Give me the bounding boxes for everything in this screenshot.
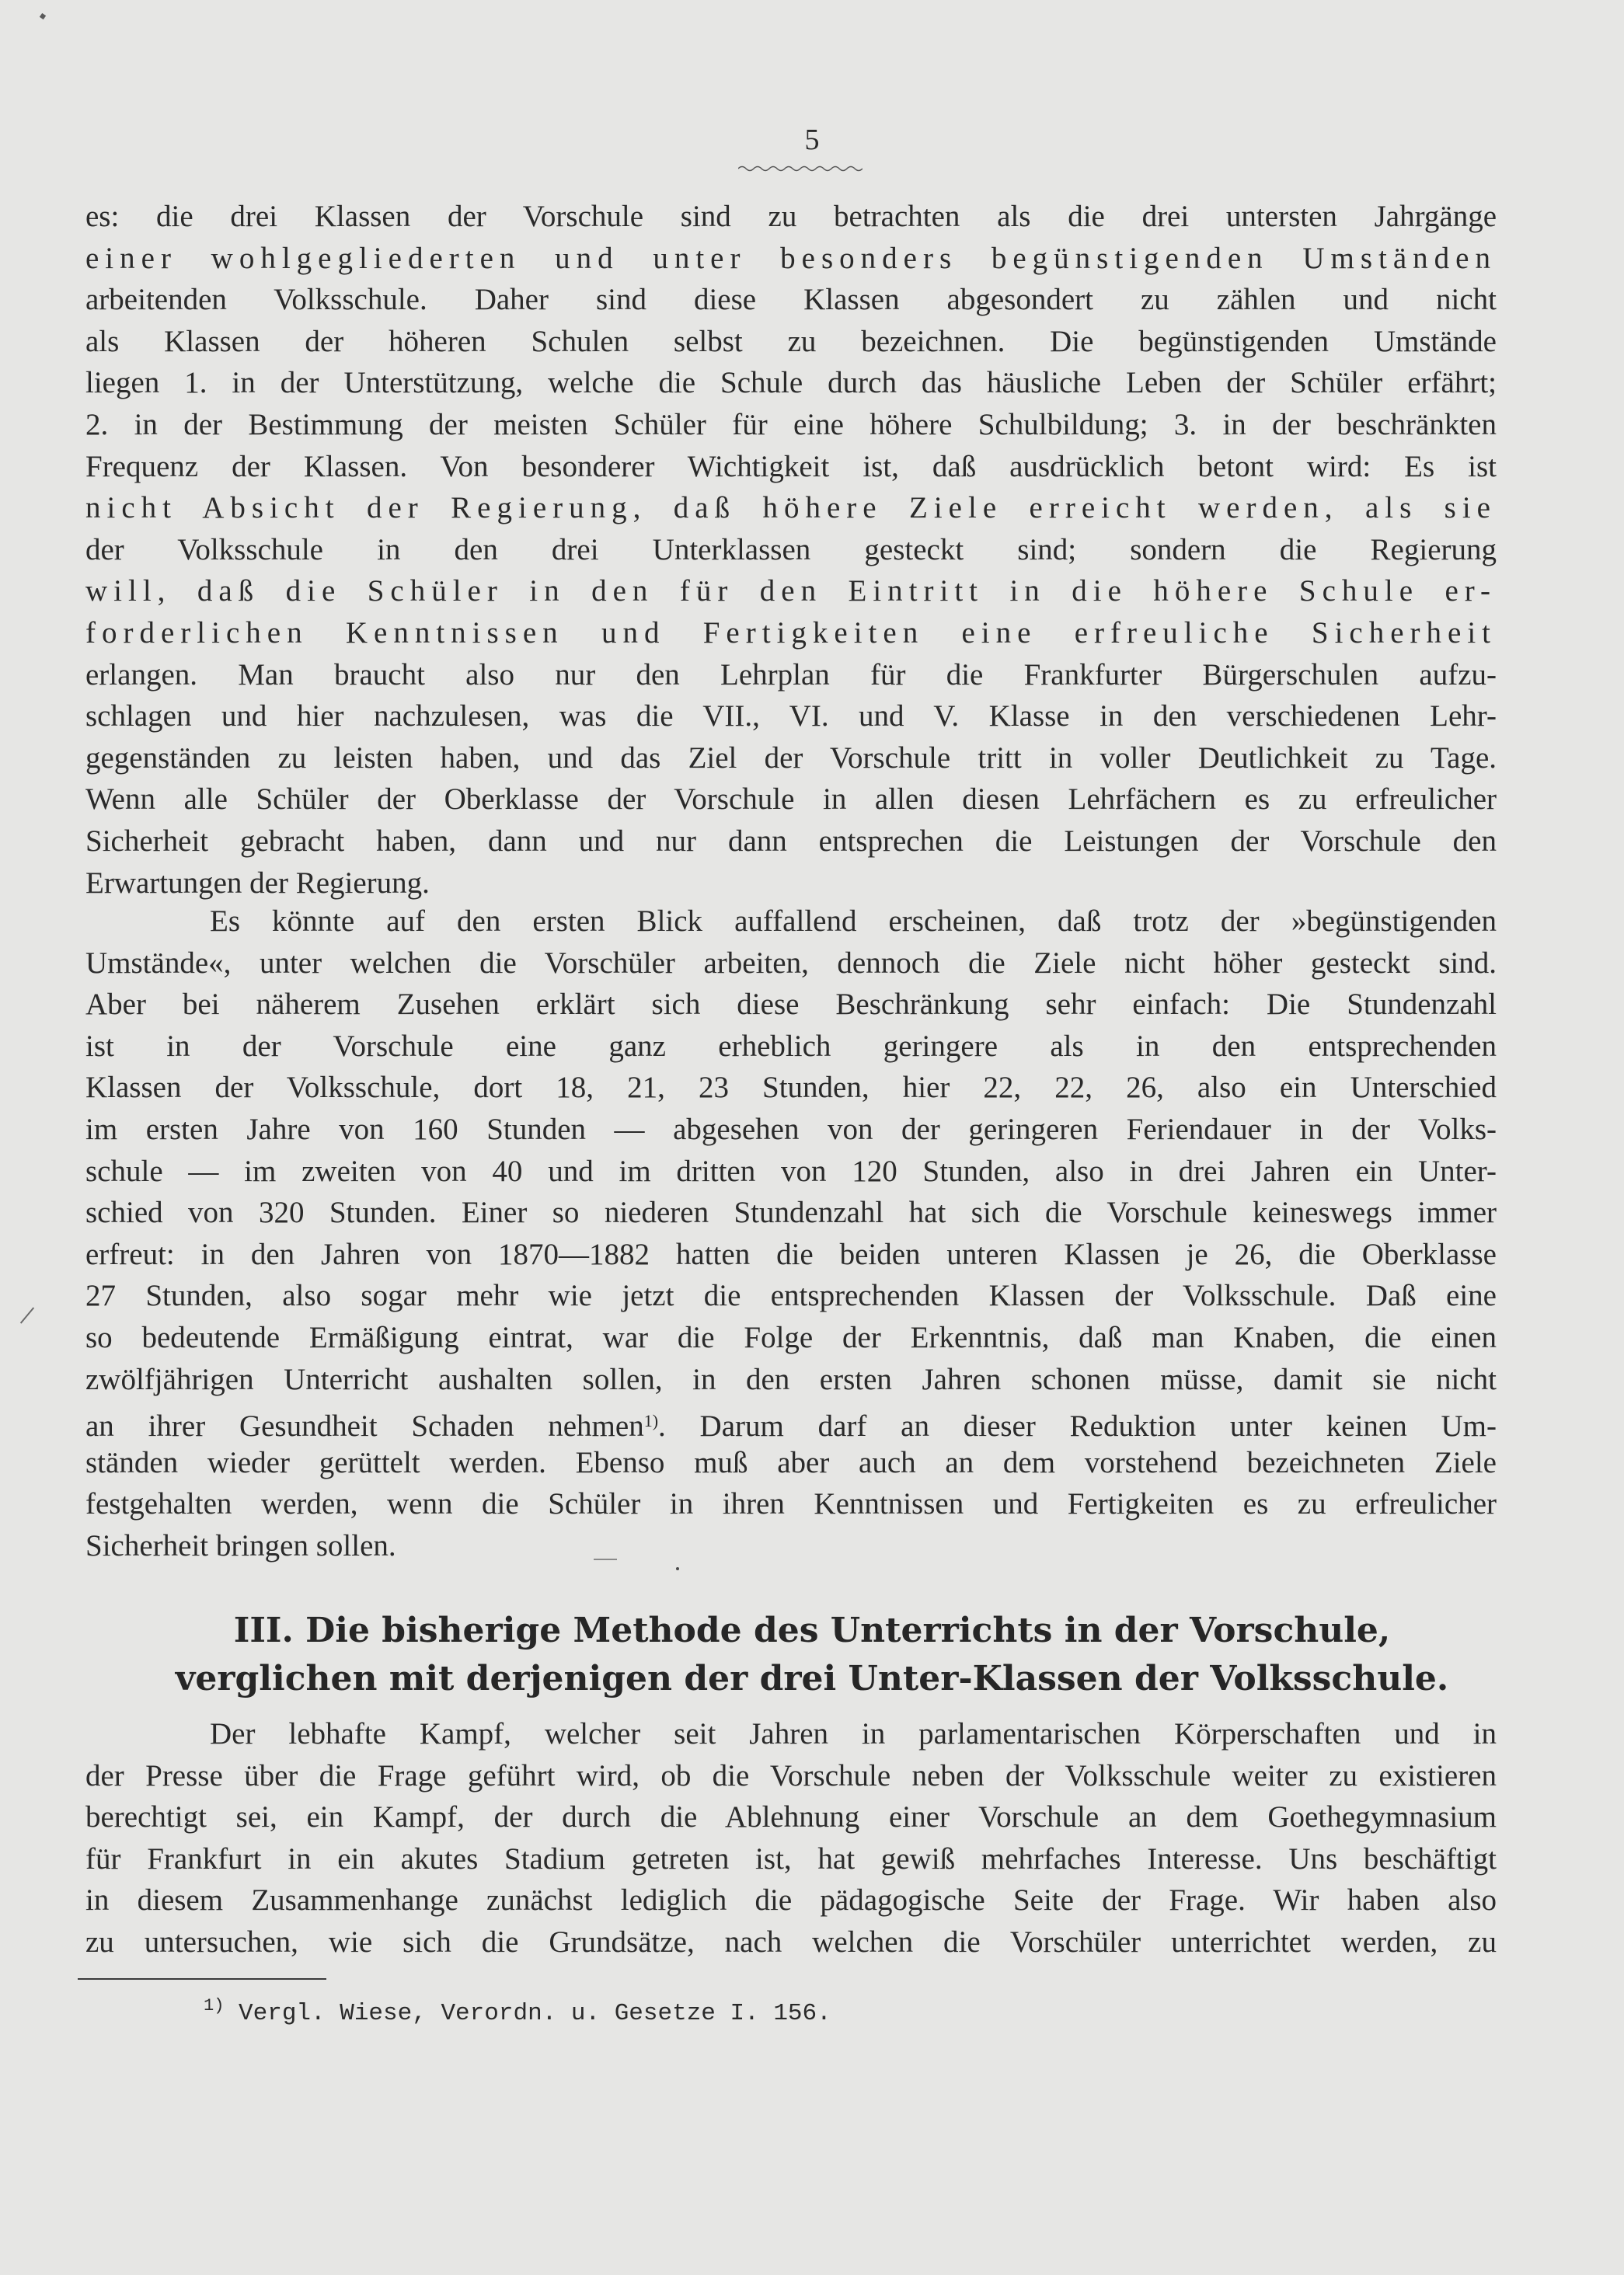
- footnote-text: Vergl. Wiese, Verordn. u. Gesetze I. 156.: [224, 2000, 831, 2027]
- text-line: schule — im zweiten von 40 und im dritten von 120 Stunden, also in drei Jahren ein Unter-: [85, 1154, 1497, 1188]
- text-line: zu untersuchen, wie sich die Grundsätze, nach welchen die Vorschüler unterrichtet werden, zu: [85, 1925, 1497, 1959]
- scan-speck: [40, 13, 46, 19]
- text-line: 2. in der Bestimmung der meisten Schüler für eine höhere Schulbildung; 3. in der beschränkten: [85, 407, 1497, 441]
- text-segment: . Darum darf an dieser Reduktion unter keinen Um-: [658, 1409, 1497, 1442]
- text-line: schlagen und hier nachzulesen, was die VII., VI. und V. Klasse in den verschiedenen Lehr-: [85, 699, 1497, 733]
- text-line: als Klassen der höheren Schulen selbst zu bezeichnen. Die begünstigenden Umstände: [85, 324, 1497, 358]
- text-line: Umstände«, unter welchen die Vorschüler arbeiten, dennoch die Ziele nicht höher gesteckt sind.: [85, 946, 1497, 980]
- text-segment: an ihrer Gesundheit Schaden nehmen: [85, 1409, 644, 1442]
- text-line: 27 Stunden, also sogar mehr wie jetzt die entsprechenden Klassen der Volksschule. Daß eine: [85, 1279, 1497, 1313]
- page-number: 5: [804, 124, 820, 156]
- paragraph-1: [85, 196, 1497, 904]
- text-line: arbeitenden Volksschule. Daher sind diese Klassen abgesondert zu zählen und nicht: [85, 283, 1497, 317]
- page-number-flourish: [738, 165, 863, 172]
- text-line-last: Sicherheit bringen sollen.: [85, 1528, 396, 1563]
- section-heading-line-1: III. Die bisherige Methode des Unterrichts in der Vorschule,: [233, 1611, 1391, 1650]
- text-line: gegenständen zu leisten haben, und das Ziel der Vorschule tritt in voller Deutlichkeit zu Tage.: [85, 740, 1497, 775]
- print-mark-dot: [676, 1567, 679, 1570]
- footnote-divider: [78, 1978, 326, 1980]
- text-line-spaced: einer wohlgegliederten und unter besonders begünstigenden Umständen: [85, 241, 1497, 275]
- text-line: im ersten Jahre von 160 Stunden — abgesehen von der geringeren Feriendauer in der Volks-: [85, 1112, 1497, 1146]
- text-line-last: Erwartungen der Regierung.: [85, 866, 430, 900]
- paragraph-2: [85, 901, 1497, 1567]
- text-line: der Presse über die Frage geführt wird, ob die Vorschule neben der Volksschule weiter zu existieren: [85, 1758, 1497, 1792]
- text-line: Frequenz der Klassen. Von besonderer Wichtigkeit ist, daß ausdrücklich betont wird: Es ist: [85, 449, 1497, 483]
- footnote: [204, 1989, 831, 2031]
- text-line: der Volksschule in den drei Unterklassen gesteckt sind; sondern die Regierung: [85, 532, 1497, 566]
- footnote-marker: 1): [204, 1996, 225, 2015]
- text-line-spaced: nicht Absicht der Regierung, daß höhere Ziele erreicht werden, als sie: [85, 491, 1497, 525]
- print-mark-dash: [594, 1559, 617, 1560]
- text-line: zwölfjährigen Unterricht aushalten sollen, in den ersten Jahren schonen müsse, damit sie nicht: [85, 1362, 1497, 1396]
- text-line: in diesem Zusammenhange zunächst lediglich die pädagogische Seite der Frage. Wir haben also: [85, 1883, 1497, 1918]
- text-line: Wenn alle Schüler der Oberklasse der Vorschule in allen diesen Lehrfächern es zu erfreulicher: [85, 782, 1497, 817]
- text-line: berechtigt sei, ein Kampf, der durch die Ablehnung einer Vorschule an dem Goethegymnasium: [85, 1800, 1497, 1834]
- text-line-spaced: forderlichen Kenntnissen und Fertigkeiten eine erfreuliche Sicherheit: [85, 615, 1497, 650]
- text-line: schied von 320 Stunden. Einer so niederen Stundenzahl hat sich die Vorschule keineswegs immer: [85, 1196, 1497, 1230]
- text-line: erlangen. Man braucht also nur den Lehrplan für die Frankfurter Bürgerschulen aufzu-: [85, 657, 1497, 692]
- text-line-with-footnote-ref: [85, 1400, 1497, 1442]
- text-line: ständen wieder gerüttelt werden. Ebenso muß aber auch an dem vorstehend bezeichneten Ziele: [85, 1445, 1497, 1479]
- footnote-reference: 1): [643, 1411, 659, 1431]
- text-line-first: Es könnte auf den ersten Blick auffallend erscheinen, daß trotz der »begünstigenden: [210, 904, 1497, 938]
- section-heading-line-2: verglichen mit derjenigen der drei Unter-Klassen der Volksschule.: [175, 1659, 1449, 1698]
- text-line: so bedeutende Ermäßigung eintrat, war die Folge der Erkenntnis, daß man Knaben, die einen: [85, 1320, 1497, 1354]
- text-line: Aber bei näherem Zusehen erklärt sich diese Beschränkung sehr einfach: Die Stundenzahl: [85, 988, 1497, 1022]
- text-line: erfreut: in den Jahren von 1870—1882 hatten die beiden unteren Klassen je 26, die Oberklasse: [85, 1237, 1497, 1271]
- text-line: Sicherheit gebracht haben, dann und nur dann entsprechen die Leistungen der Vorschule den: [85, 824, 1497, 858]
- margin-mark: [20, 1307, 34, 1323]
- text-line: für Frankfurt in ein akutes Stadium getreten ist, hat gewiß mehrfaches Interesse. Uns beschäftigt: [85, 1841, 1497, 1876]
- text-line: ist in der Vorschule eine ganz erheblich geringere als in den entsprechenden: [85, 1029, 1497, 1063]
- text-line-spaced: will, daß die Schüler in den für den Eintritt in die höhere Schule er-: [85, 574, 1497, 608]
- text-line: liegen 1. in der Unterstützung, welche die Schule durch das häusliche Leben der Schüler erfährt;: [85, 366, 1497, 400]
- text-line-first: Der lebhafte Kampf, welcher seit Jahren in parlamentarischen Körperschaften und in: [210, 1717, 1497, 1751]
- text-line: festgehalten werden, wenn die Schüler in ihren Kenntnissen und Fertigkeiten es zu erfreulicher: [85, 1487, 1497, 1521]
- paragraph-3: [85, 1713, 1497, 1963]
- text-line: Klassen der Volksschule, dort 18, 21, 23 Stunden, hier 22, 22, 26, also ein Unterschied: [85, 1071, 1497, 1105]
- text-line: es: die drei Klassen der Vorschule sind zu betrachten als die drei untersten Jahrgänge: [85, 200, 1497, 233]
